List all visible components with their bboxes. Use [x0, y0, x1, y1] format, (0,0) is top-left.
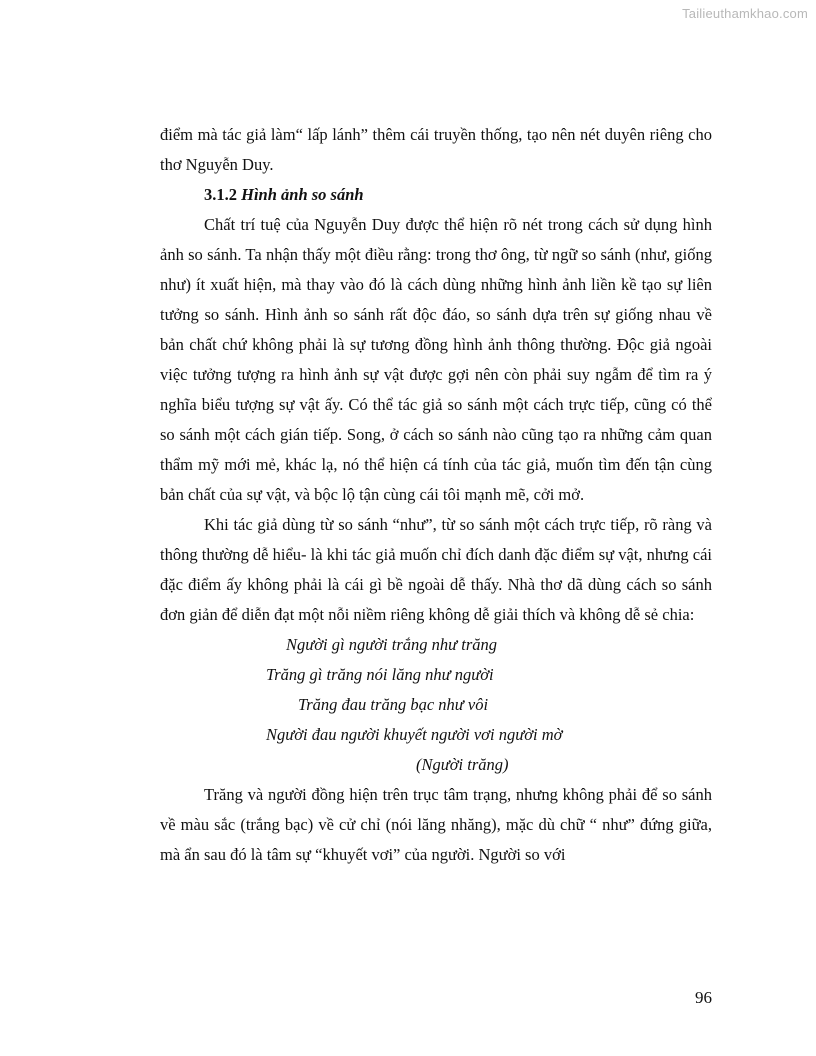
- paragraph-intro: điểm mà tác giả làm“ lấp lánh” thêm cái truyền thống, tạo nên nét duyên riêng cho thơ Nguyễn Duy.: [160, 125, 712, 174]
- paragraph-analysis: Trăng và người đồng hiện trên trục tâm trạng, nhưng không phải để so sánh về màu sắc (trắng bạc) về cử chỉ (nói lăng nhăng), mặc dù chữ “ như” đứng giữa, mà ẩn sau đó là tâm sự “khuyết vơi” của người. Người so với: [160, 785, 712, 864]
- poem-line: Trăng gì trăng nói lăng như người: [266, 665, 494, 684]
- section-title: Hình ảnh so sánh: [241, 185, 364, 204]
- paragraph-comparison: Chất trí tuệ của Nguyễn Duy được thể hiện rõ nét trong cách sử dụng hình ảnh so sánh. Ta nhận thấy một điều rằng: trong thơ ông, từ ngữ so sánh (như, giống như) ít xuất hiện, mà thay vào đó là cách dùng những hình ảnh liền kề tạo sự liên tưởng so sánh. Hình ảnh so sánh rất độc đáo, so sánh dựa trên sự giống nhau về bản chất chứ không phải là sự tương đồng hình ảnh thông thường. Độc giả ngoài việc tưởng tượng ra hình ảnh sự vật được gợi nên còn phải suy ngẫm để tìm ra ý nghĩa biểu tượng sự vật ấy. Có thể tác giả so sánh một cách trực tiếp, cũng có thể so sánh một cách gián tiếp. Song, ở cách so sánh nào cũng tạo ra những cảm quan thẩm mỹ mới mẻ, khác lạ, nó thể hiện cá tính của tác giả, muốn tìm đến tận cùng bản chất của sự vật, và bộc lộ tận cùng cái tôi mạnh mẽ, cởi mở.: [160, 215, 712, 504]
- page-body: [160, 120, 712, 870]
- poem-line: Người đau người khuyết người vơi người mờ: [266, 725, 563, 744]
- watermark: Tailieuthamkhao.com: [682, 6, 808, 21]
- poem-source: (Người trăng): [416, 755, 509, 774]
- poem-quote: [160, 630, 712, 780]
- section-heading: [160, 180, 712, 210]
- poem-line: Trăng đau trăng bạc như vôi: [298, 695, 489, 714]
- poem-line: Người gì người trắng như trăng: [286, 635, 498, 654]
- paragraph-direct-comparison: Khi tác giả dùng từ so sánh “như”, từ so sánh một cách trực tiếp, rõ ràng và thông thường dễ hiểu- là khi tác giả muốn chỉ đích danh đặc điểm sự vật, nhưng cái đặc điểm ấy không phải là cái gì bề ngoài dễ thấy. Nhà thơ dã dùng cách so sánh đơn giản để diễn đạt một nỗi niềm riêng không dễ giải thích và không dễ sẻ chia:: [160, 515, 712, 624]
- section-number: 3.1.2: [204, 185, 237, 204]
- page-number: 96: [695, 988, 712, 1007]
